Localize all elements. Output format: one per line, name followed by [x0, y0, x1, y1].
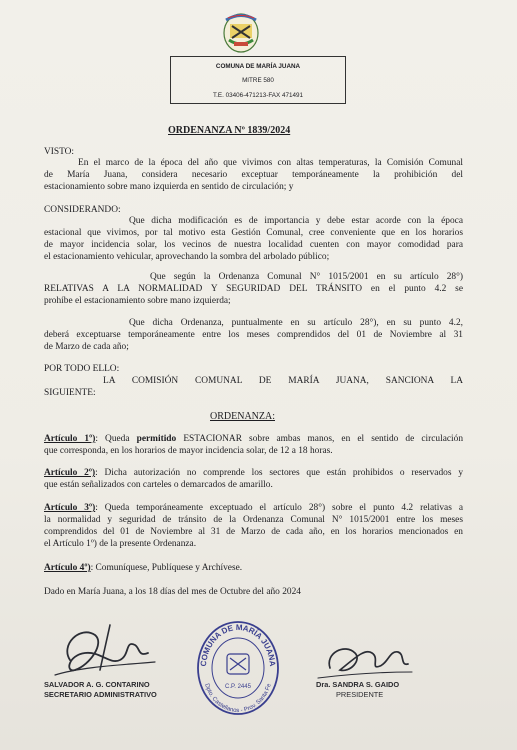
seal-bottom-text: Dpto. Castellanos - Prov. Santa Fe: [203, 682, 273, 715]
article-1-line-1: [44, 434, 463, 446]
visto-line-2: de María Juana, considera necesario exceptuar temporáneamente la prohibición del: [44, 170, 463, 180]
considerando-p3-line-3: de Marzo de cada año;: [44, 342, 129, 352]
article-1-line-2: que corresponda, en los horarios de mayor incidencia solar, de 12 a 18 horas.: [44, 446, 333, 456]
article-3-line-2: la normalidad y seguridad de tránsito de la Ordenanza Comunal N° 1015/2001 entre los meses: [44, 515, 463, 525]
right-signatory-role: PRESIDENTE: [336, 690, 384, 699]
article-1-text-bold: permitido: [136, 434, 177, 444]
organization-address: MITRE 580: [242, 77, 274, 84]
article-3-line-4: el Artículo 1º) de la presente Ordenanza.: [44, 539, 197, 549]
right-signature: [310, 628, 420, 688]
left-signatory-name: SALVADOR A. G. CONTARINO: [44, 680, 150, 689]
seal-postal-code: C.P. 2445: [225, 684, 251, 690]
considerando-p1-line-1: Que dicha modificación es de importancia y debe estar acorde con la época: [129, 216, 463, 226]
article-3-text: : Queda temporáneamente exceptuado el artículo 28°) sobre el punto 4.2 relativas a: [95, 503, 463, 513]
article-4-label: Artículo 4º): [44, 563, 91, 573]
organization-name: COMUNA DE MARÍA JUANA: [215, 63, 301, 70]
seal-top-text: COMUNA DE MARÍA JUANA: [198, 622, 278, 667]
article-1-label: Artículo 1º): [44, 434, 96, 444]
ordenanza-heading: ORDENANZA:: [210, 411, 275, 422]
visto-line-1: En el marco de la época del año que vivimos con altas temperaturas, la Comisión Comunal: [78, 158, 463, 168]
article-3-line-3: comprendidos del 01 de Noviembre al 31 de Marzo de cada año, en los horarios mencionados en: [44, 527, 463, 537]
svg-text:COMUNA DE MARÍA JUANA: [199, 623, 277, 667]
por-todo-line-1: LA COMISIÓN COMUNAL DE MARÍA JUANA, SANCIONA LA: [103, 376, 463, 386]
considerando-p3-line-2: deberá exceptuarse temporáneamente entre los meses comprendidos del 01 de Noviembre al 31: [44, 330, 463, 340]
considerando-p2-line-2: RELATIVAS A LA NORMALIDAD Y SEGURIDAD DEL TRÁNSITO en el punto 4.2 se: [44, 284, 463, 294]
considerando-p1-line-2: estacional que vivimos, por tal motivo esta Gestión Comunal, cree conveniente que en los horarios: [44, 228, 463, 238]
visto-line-3: estacionamiento sobre mano izquierda en sentido de circulación; y: [44, 182, 294, 192]
article-2-line-1: [44, 468, 463, 480]
issued-date-line: Dado en María Juana, a los 18 días del mes de Octubre del año 2024: [44, 587, 301, 597]
left-signatory-role: SECRETARIO ADMINISTRATIVO: [44, 690, 157, 699]
considerando-p3-line-1: Que dicha Ordenanza, puntualmente en su artículo 28°), en su punto 4.2,: [129, 318, 463, 328]
por-todo-heading: POR TODO ELLO:: [44, 364, 120, 374]
visto-heading: VISTO:: [44, 147, 75, 157]
article-2-label: Artículo 2º): [44, 468, 96, 478]
article-1-text-post: ESTACIONAR sobre ambas manos, en el sentido de circulación: [176, 434, 464, 444]
official-seal: [194, 618, 282, 718]
article-4-text: : Comuníquese, Publíquese y Archívese.: [90, 563, 243, 573]
considerando-p2-line-1: Que según la Ordenanza Comunal N° 1015/2001 en su artículo 28°): [150, 272, 463, 282]
article-3-line-1: [44, 503, 463, 515]
header-box: [170, 56, 346, 104]
considerando-p2-line-3: prohíbe el estacionamiento sobre mano izquierda;: [44, 296, 231, 306]
left-signature: [40, 615, 170, 685]
organization-phone: T.E. 03406-471213-FAX 471491: [213, 92, 303, 99]
ordinance-title: ORDENANZA Nº 1839/2024: [168, 125, 291, 136]
article-3-label: Artículo 3º): [44, 503, 96, 513]
right-signatory-name: Dra. SANDRA S. GAIDO: [316, 680, 400, 689]
commune-logo: [216, 8, 266, 56]
article-2-text: : Dicha autorización no comprende los sectores que están prohibidos o reservados y: [95, 468, 464, 478]
por-todo-line-2: SIGUIENTE:: [44, 388, 96, 398]
article-2-line-2: que están señalizados con carteles o demarcados de amarillo.: [44, 480, 273, 490]
considerando-p1-line-3: de mayor incidencia solar, los vecinos de nuestra localidad cuenten con mayor comodidad para: [44, 240, 463, 250]
article-4-line-1: [44, 563, 242, 575]
article-1-text-pre: : Queda: [95, 434, 137, 444]
considerando-p1-line-4: el estacionamiento vehicular, aprovechando la sombra del arbolado público;: [44, 252, 330, 262]
considerando-heading: CONSIDERANDO:: [44, 205, 121, 215]
